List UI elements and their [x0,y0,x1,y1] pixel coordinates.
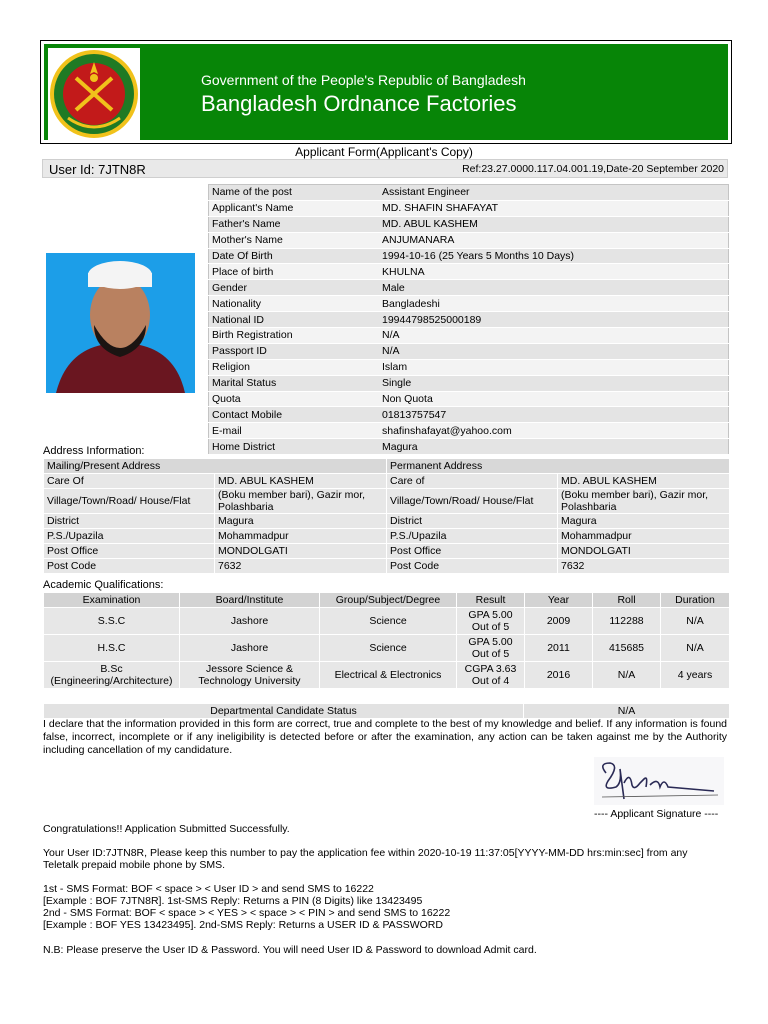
personal-field-label: Quota [209,391,380,407]
signature-label: ---- Applicant Signature ---- [594,808,719,820]
address-cell: Post Office [387,544,558,559]
personal-field-value: N/A [379,343,729,359]
address-cell: District [387,514,558,529]
personal-field-value: KHULNA [379,264,729,280]
address-cell: MONDOLGATI [558,544,730,559]
academic-row [44,662,730,689]
academic-cell: Electrical & Electronics [320,662,457,689]
address-section-label: Address Information: [43,445,145,457]
personal-field-label: Passport ID [209,343,380,359]
address-cell: Mohammadpur [558,529,730,544]
nb-note: N.B: Please preserve the User ID & Password. You will need User ID & Password to download Admit card. [43,944,537,956]
personal-field-value: 19944798525000189 [379,312,729,328]
academic-cell: 112288 [593,608,661,635]
personal-row [209,280,729,296]
academic-cell: S.S.C [44,608,180,635]
government-title: Government of the People's Republic of Bangladesh [201,72,526,88]
academic-cell: H.S.C [44,635,180,662]
form-title: Applicant Form(Applicant's Copy) [295,145,473,159]
address-cell: 7632 [558,559,730,574]
academic-cell: GPA 5.00 Out of 5 [457,608,525,635]
academic-cell: 2009 [525,608,593,635]
sms-example-2: [Example : BOF YES 13423495]. 2nd-SMS Reply: Returns a USER ID & PASSWORD [43,919,443,931]
personal-row [209,391,729,407]
academic-column-header: Roll [593,593,661,608]
personal-row [209,312,729,328]
departmental-status-table [43,703,730,719]
user-id-bar [42,159,728,178]
personal-field-value: MD. ABUL KASHEM [379,216,729,232]
academic-column-header: Result [457,593,525,608]
personal-field-value: Single [379,375,729,391]
reference-number: Ref:23.27.0000.117.04.001.19,Date-20 September 2020 [462,163,724,175]
address-row [44,474,730,489]
academic-table [43,592,730,689]
mailing-address-header: Mailing/Present Address [44,459,387,474]
personal-field-value: Male [379,280,729,296]
address-cell: Care of [387,474,558,489]
personal-row [209,375,729,391]
address-cell: 7632 [215,559,387,574]
academic-cell: 2016 [525,662,593,689]
address-cell: Post Code [387,559,558,574]
personal-field-value: Islam [379,359,729,375]
personal-field-value: 1994-10-16 (25 Years 5 Months 10 Days) [379,248,729,264]
academic-column-header: Year [525,593,593,608]
address-cell: Mohammadpur [215,529,387,544]
personal-field-label: Home District [209,439,380,455]
personal-field-value: shafinshafayat@yahoo.com [379,423,729,439]
personal-field-label: Date Of Birth [209,248,380,264]
departmental-status-label: Departmental Candidate Status [44,704,524,719]
address-row [44,559,730,574]
personal-field-value: MD. SHAFIN SHAFAYAT [379,200,729,216]
academic-column-header: Board/Institute [180,593,320,608]
personal-field-label: Contact Mobile [209,407,380,423]
personal-row [209,216,729,232]
personal-field-label: Marital Status [209,375,380,391]
personal-field-label: Father's Name [209,216,380,232]
address-cell: Care Of [44,474,215,489]
personal-info-table [208,184,729,455]
ordnance-factories-emblem-icon [48,48,140,140]
personal-field-value: Magura [379,439,729,455]
academic-header-row [44,593,730,608]
organization-title: Bangladesh Ordnance Factories [201,91,517,116]
academic-section-label: Academic Qualifications: [43,579,164,591]
address-cell: MONDOLGATI [215,544,387,559]
personal-row [209,232,729,248]
address-cell: Village/Town/Road/ House/Flat [387,489,558,514]
personal-field-label: E-mail [209,423,380,439]
academic-cell: Jessore Science & Technology University [180,662,320,689]
address-row [44,529,730,544]
address-cell: Magura [215,514,387,529]
personal-row [209,439,729,455]
header-green-panel [44,44,728,140]
academic-cell: Jashore [180,608,320,635]
sms-format-2: 2nd - SMS Format: BOF < space > < YES > < space > < PIN > and send SMS to 16222 [43,907,451,919]
academic-cell: Science [320,635,457,662]
academic-row [44,635,730,662]
address-header-row [44,459,730,474]
academic-cell: Science [320,608,457,635]
address-cell: Magura [558,514,730,529]
academic-cell: 2011 [525,635,593,662]
address-cell: Post Code [44,559,215,574]
address-cell: MD. ABUL KASHEM [558,474,730,489]
personal-row [209,264,729,280]
personal-row [209,200,729,216]
personal-field-value: 01813757547 [379,407,729,423]
personal-field-label: Religion [209,359,380,375]
address-cell: P.S./Upazila [387,529,558,544]
sms-example-1: [Example : BOF 7JTN8R]. 1st-SMS Reply: Returns a PIN (8 Digits) like 13423495 [43,895,423,907]
personal-field-label: Place of birth [209,264,380,280]
personal-field-value: Non Quota [379,391,729,407]
applicant-photo [46,253,195,393]
personal-row [209,185,729,201]
academic-cell: N/A [593,662,661,689]
address-cell: District [44,514,215,529]
personal-row [209,343,729,359]
personal-field-value: N/A [379,328,729,344]
academic-cell: B.Sc (Engineering/Architecture) [44,662,180,689]
user-id: User Id: 7JTN8R [49,162,146,177]
personal-row [209,423,729,439]
academic-cell: 415685 [593,635,661,662]
personal-field-value: ANJUMANARA [379,232,729,248]
address-cell: Village/Town/Road/ House/Flat [44,489,215,514]
departmental-status-value: N/A [524,704,730,719]
personal-field-label: Birth Registration [209,328,380,344]
address-table [43,458,730,574]
address-row [44,514,730,529]
academic-column-header: Group/Subject/Degree [320,593,457,608]
personal-row [209,248,729,264]
sms-format-1: 1st - SMS Format: BOF < space > < User ID > and send SMS to 16222 [43,883,374,895]
address-cell: P.S./Upazila [44,529,215,544]
address-row [44,489,730,514]
personal-field-label: National ID [209,312,380,328]
academic-cell: N/A [661,635,730,662]
academic-column-header: Duration [661,593,730,608]
declaration-text: I declare that the information provided in this form are correct, true and complete to the best of my knowledge and belief. If any information is found false, incorrect, incomplete or if any ineligibility is detected before or after the examination, any action can be taken against me by the Authority including cancellation of my candidature. [43,718,727,756]
personal-field-label: Name of the post [209,185,380,201]
personal-field-value: Bangladeshi [379,296,729,312]
applicant-signature [594,757,724,805]
permanent-address-header: Permanent Address [387,459,730,474]
personal-row [209,407,729,423]
address-cell: (Boku member bari), Gazir mor, Polashbaria [558,489,730,514]
address-row [44,544,730,559]
payment-line-2: Teletalk prepaid mobile phone by SMS. [43,859,226,871]
personal-field-value: Assistant Engineer [379,185,729,201]
address-cell: MD. ABUL KASHEM [215,474,387,489]
academic-cell: N/A [661,608,730,635]
success-message: Congratulations!! Application Submitted Successfully. [43,823,290,835]
address-cell: (Boku member bari), Gazir mor, Polashbaria [215,489,387,514]
academic-cell: GPA 5.00 Out of 5 [457,635,525,662]
academic-cell: 4 years [661,662,730,689]
header-banner [40,40,732,144]
personal-field-label: Mother's Name [209,232,380,248]
academic-column-header: Examination [44,593,180,608]
academic-cell: CGPA 3.63 Out of 4 [457,662,525,689]
academic-cell: Jashore [180,635,320,662]
logo-frame [48,48,140,140]
personal-field-label: Nationality [209,296,380,312]
academic-row [44,608,730,635]
address-cell: Post Office [44,544,215,559]
personal-field-label: Applicant's Name [209,200,380,216]
payment-line-1: Your User ID:7JTN8R, Please keep this number to pay the application fee within 2020-10-19 11:37:05[YYYY-MM-DD hrs:min:sec] from any [43,847,688,859]
personal-field-label: Gender [209,280,380,296]
personal-row [209,296,729,312]
personal-row [209,328,729,344]
personal-row [209,359,729,375]
